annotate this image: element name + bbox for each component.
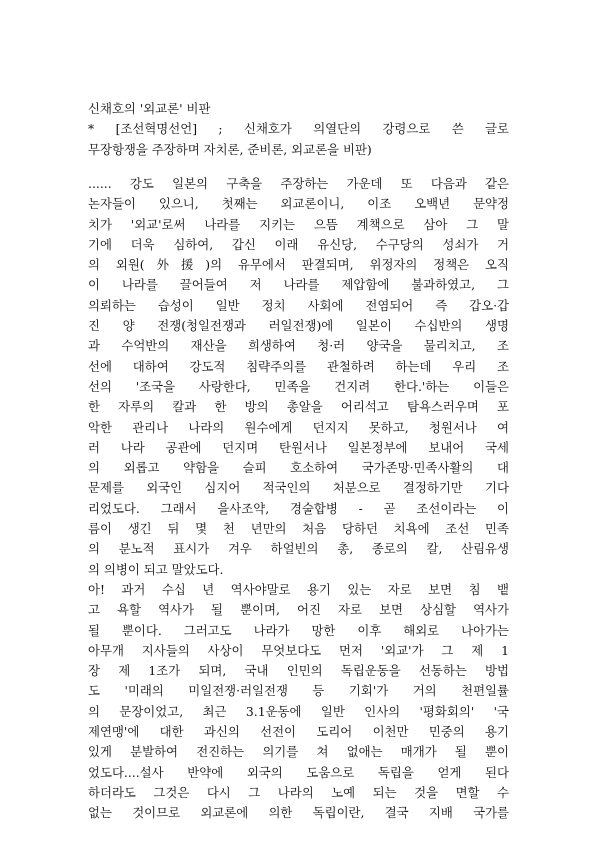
- body-line: 선에 대하여 강도적 침략주의를 관철하려 하는데 우리 조: [88, 358, 509, 374]
- body-line: 의 분노적 표시가 겨우 하얼빈의 총, 종로의 칼, 산림유생: [88, 541, 509, 557]
- body-line: 아! 과거 수십 년 역사야말로 용기 있는 자로 보면 침 뱉: [88, 581, 509, 597]
- body-line: 러 나라 공관에 던지며 탄원서나 일본정부에 보내어 국세: [88, 439, 509, 455]
- body-line: 악한 관리나 나라의 원수에게 던지지 못하고, 청원서나 여: [88, 419, 509, 435]
- body-line: 과 수억반의 재산을 희생하여 청·러 양국을 물리치고, 조: [88, 338, 509, 354]
- body-line: 의 의병이 되고 말았도다.: [88, 561, 224, 577]
- body-line: 있게 분발하여 전진하는 의기를 쳐 없애는 매개가 될 뿐이: [88, 744, 509, 760]
- subtitle-line: 무장항쟁을 주장하며 자치론, 준비론, 외교론을 비판): [88, 141, 372, 157]
- body-line: 제연맹'에 대한 과신의 선전이 도리어 이천만 민중의 용기: [88, 724, 509, 740]
- document-title: 신채호의 '외교론' 비판: [88, 101, 211, 116]
- body-line: 치가 '외교'로써 나라를 지키는 으뜸 계책으로 삼아 그 말: [88, 216, 509, 232]
- body-line: 름이 생긴 뒤 몇 천 년만의 처음 당하던 치욕에 조선 민족: [88, 521, 509, 537]
- body-line: 고 욕할 역사가 될 뿐이며, 어진 자로 보면 상심할 역사가: [88, 602, 509, 618]
- body-line: 기에 더욱 심하여, 갑신 이래 유신당, 수구당의 성쇠가 거: [88, 236, 509, 252]
- body-line: 도 '미래의 미일전쟁·러일전쟁 등 기회'가 거의 천편일률: [88, 683, 509, 699]
- body-line: 선의 '조국을 사랑한다, 민족을 건지려 한다.'하는 이들은: [88, 378, 509, 394]
- body-line: 없는 것이므로 외교론에 의한 독립이란, 결국 지배 국가를: [88, 805, 509, 821]
- body-line: 리었도다. 그래서 을사조약, 경술합병 - 곧 조선이라는 이: [88, 500, 509, 516]
- body-line: 이 나라를 끌어들여 저 나라를 제압함에 불과하였고, 그: [88, 277, 509, 293]
- body-line: ...... 강도 일본의 구축을 주장하는 가운데 또 다음과 같은: [88, 176, 509, 191]
- body-line: 한 자루의 칼과 한 방의 총알을 어리석고 탐욕스러우며 포: [88, 399, 509, 415]
- body-line: 진 양 전쟁(청일전쟁과 러일전쟁)에 일본이 수십반의 생명: [88, 318, 509, 334]
- body-line: 의 문장이었고, 최근 3.1운동에 일반 인사의 '평화회의' '국: [88, 703, 509, 719]
- body-line: 문제를 외국인 심지어 적국인의 처분으로 결정하기만 기다: [88, 480, 509, 496]
- body-line: 의 외롭고 약함을 슬피 호소하여 국가존망·민족사활의 대: [88, 460, 509, 476]
- document-body: [88, 174, 509, 824]
- body-line: 될 뿐이다. 그러고도 나라가 망한 이후 해외로 나아가는: [88, 622, 509, 638]
- subtitle-line: * [조선혁명선언] ; 신채호가 의열단의 강령으로 쓴 글로: [88, 121, 509, 137]
- body-line: 었도다....설사 반약에 외국의 도움으로 독립을 얻게 된다: [88, 764, 509, 780]
- body-line: 의뢰하는 습성이 일반 정치 사회에 전염되어 즉 갑오·갑: [88, 297, 509, 313]
- body-line: 논자들이 있으니, 첫째는 외교론이니, 이조 오백년 문약정: [88, 196, 509, 212]
- body-line: 아무개 지사들의 사상이 무엇보다도 먼저 '외교'가 그 제 1: [88, 642, 509, 658]
- body-line: 하더라도 그것은 다시 그 나라의 노예 되는 것을 면할 수: [88, 784, 509, 800]
- document-header: [88, 99, 509, 160]
- body-line: 장 제 1조가 되며, 국내 인민의 독립운동을 선동하는 방법: [88, 663, 509, 679]
- body-line: 의 외원(外援)의 유무에서 판결되며, 위정자의 정책은 오직: [88, 257, 509, 273]
